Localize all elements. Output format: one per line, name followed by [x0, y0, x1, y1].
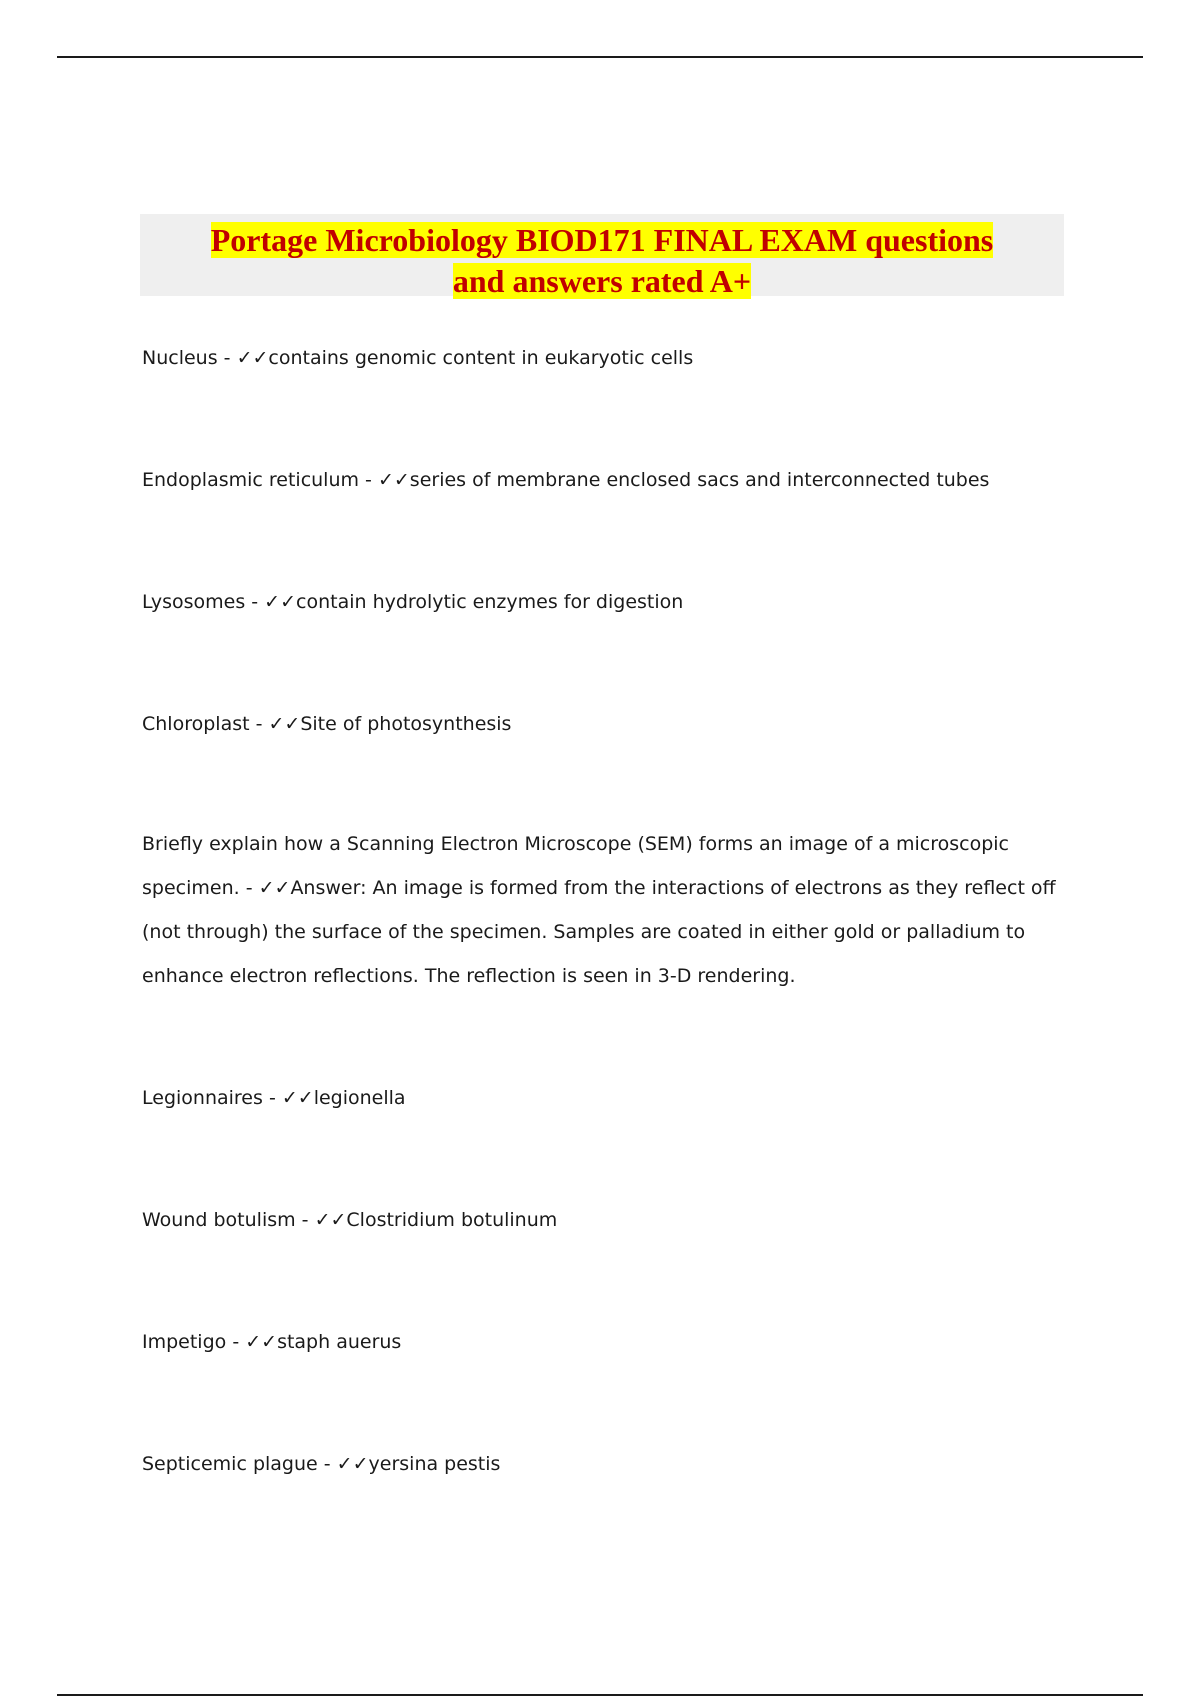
check-marks-icon: ✓✓ [236, 347, 269, 369]
qa-answer: contain hydrolytic enzymes for digestion [296, 591, 684, 613]
qa-answer: yersina pestis [368, 1453, 501, 1475]
check-marks-icon: ✓✓ [268, 713, 301, 735]
qa-item-wound-botulism [142, 1198, 1072, 1242]
title-line-1: Portage Microbiology BIOD171 FINAL EXAM questions [210, 222, 994, 258]
qa-term: Impetigo [142, 1331, 227, 1353]
qa-answer: series of membrane enclosed sacs and interconnected tubes [409, 469, 990, 491]
qa-item-septicemic-plague [142, 1442, 1072, 1486]
qa-item-chloroplast [142, 702, 1072, 746]
qa-separator: - [295, 1209, 315, 1231]
qa-separator: - [262, 1087, 282, 1109]
qa-item-legionnaires [142, 1076, 1072, 1120]
qa-term: Septicemic plague [142, 1453, 318, 1475]
qa-term: Nucleus [142, 347, 218, 369]
qa-term: Briefly explain how a Scanning Electron Microscope (SEM) forms an image of a microscopic specimen. [142, 833, 1010, 899]
qa-item-endoplasmic-reticulum [142, 458, 1072, 502]
check-marks-icon: ✓✓ [336, 1453, 369, 1475]
title-block [140, 214, 1064, 299]
qa-term: Chloroplast [142, 713, 250, 735]
qa-term: Endoplasmic reticulum [142, 469, 360, 491]
qa-item-lysosomes [142, 580, 1072, 624]
check-marks-icon: ✓✓ [245, 1331, 278, 1353]
qa-answer: Answer: An image is formed from the interactions of electrons as they reflect off (not through) the surface of the specimen. Samples are coated in either gold or palladium to enhance electron reflections. The reflection is seen in 3-D rendering. [142, 877, 1056, 987]
header-rule [57, 56, 1143, 58]
qa-answer: legionella [313, 1087, 406, 1109]
qa-term: Lysosomes [142, 591, 246, 613]
qa-separator: - [239, 877, 259, 899]
qa-answer: staph auerus [277, 1331, 402, 1353]
document-title [140, 214, 1064, 302]
qa-item-nucleus [142, 336, 1072, 380]
qa-separator: - [317, 1453, 337, 1475]
qa-separator: - [249, 713, 269, 735]
check-marks-icon: ✓✓ [281, 1087, 314, 1109]
qa-separator: - [217, 347, 237, 369]
title-line-2: and answers rated A+ [452, 263, 752, 299]
qa-separator: - [245, 591, 265, 613]
check-marks-icon: ✓✓ [377, 469, 410, 491]
qa-item-sem [142, 822, 1072, 998]
footer-rule [57, 1694, 1143, 1696]
qa-answer: Site of photosynthesis [300, 713, 512, 735]
qa-answer: Clostridium botulinum [346, 1209, 558, 1231]
qa-term: Legionnaires [142, 1087, 263, 1109]
qa-separator: - [359, 469, 378, 491]
qa-separator: - [226, 1331, 246, 1353]
check-marks-icon: ✓✓ [314, 1209, 347, 1231]
check-marks-icon: ✓✓ [258, 877, 291, 899]
qa-item-impetigo [142, 1320, 1072, 1364]
check-marks-icon: ✓✓ [264, 591, 297, 613]
qa-term: Wound botulism [142, 1209, 296, 1231]
qa-answer: contains genomic content in eukaryotic cells [268, 347, 694, 369]
